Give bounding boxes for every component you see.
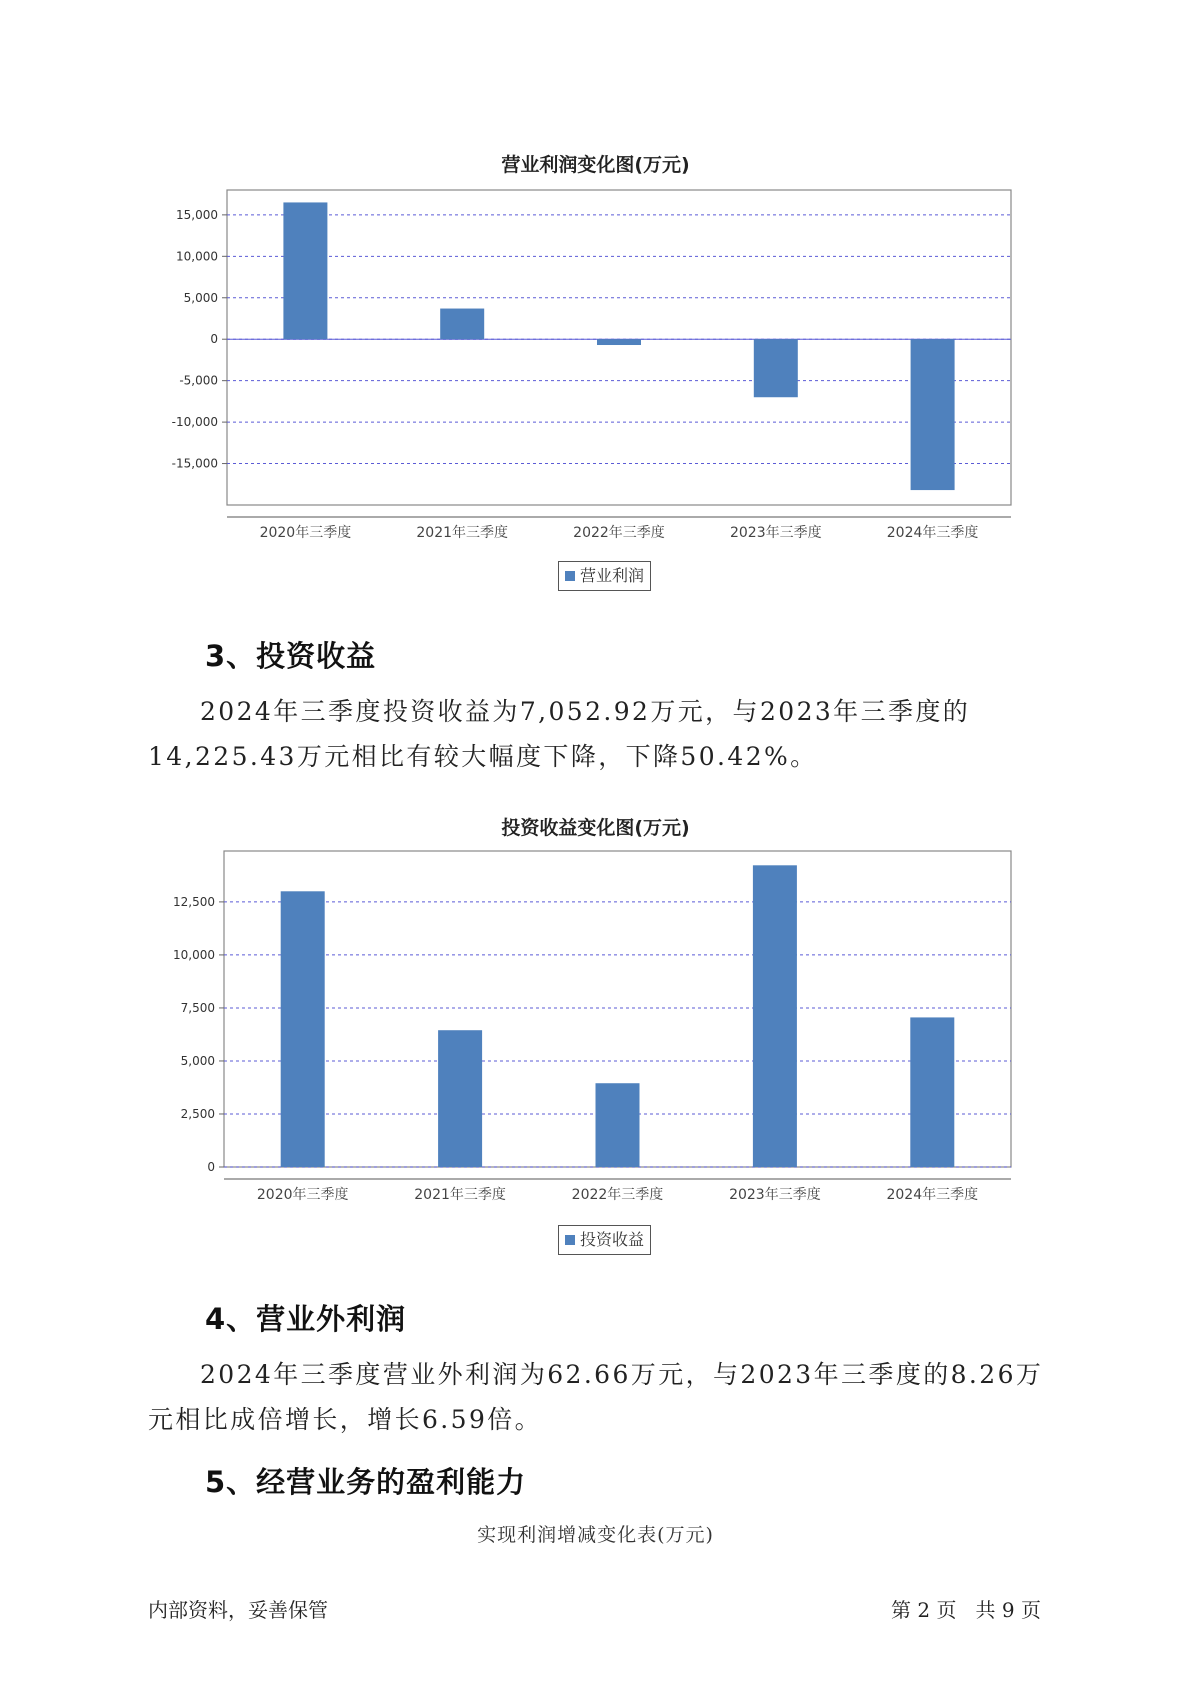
section4-heading: 4、营业外利润 [205,1302,407,1336]
y-tick-label: -5,000 [179,373,218,388]
x-category-label: 2023年三季度 [729,525,822,541]
bar [281,891,325,1167]
chart2-legend-label: 投资收益 [580,1230,645,1249]
y-tick-label: 2,500 [180,1106,215,1121]
bar [753,865,797,1167]
y-tick-label: 0 [210,332,218,347]
x-category-label: 2022年三季度 [573,525,665,541]
x-category-label: 2023年三季度 [729,1187,821,1203]
y-tick-label: 10,000 [176,249,218,264]
y-tick-label: -15,000 [171,456,218,471]
y-tick-label: 7,500 [180,1000,215,1015]
x-category-label: 2022年三季度 [571,1187,664,1203]
y-tick-label: 5,000 [183,290,218,305]
y-tick-label: 15,000 [176,207,218,222]
section5-heading: 5、经营业务的盈利能力 [205,1465,527,1499]
x-category-label: 2024年三季度 [886,1187,979,1203]
section4-paragraph [148,1352,1060,1442]
x-category-label: 2021年三季度 [416,525,509,541]
x-category-label: 2020年三季度 [256,1187,349,1203]
footer-page-number: 第 2 页 共 9 页 [891,1598,1041,1622]
x-category-label: 2024年三季度 [886,525,979,541]
footer-confidential-note: 内部资料，妥善保管 [148,1598,328,1622]
y-tick-label: 5,000 [180,1053,215,1068]
bar [596,1083,640,1167]
y-tick-label: 0 [207,1160,215,1174]
bar [910,1017,954,1167]
y-tick-label: 10,000 [173,947,215,962]
section3-heading: 3、投资收益 [205,639,377,673]
y-tick-label: -10,000 [171,415,218,430]
chart2-legend [558,1225,651,1255]
table-caption: 实现利润增减变化表(万元) [477,1524,714,1546]
x-category-label: 2021年三季度 [414,1187,506,1203]
chart1-legend-label: 营业利润 [580,566,645,585]
section3-paragraph-text: 2024年三季度投资收益为7,052.92万元，与2023年三季度的14,225.43万元相比有较大幅度下降，下降50.42%。 [148,697,971,771]
bar [438,1030,482,1167]
chart1-title: 营业利润变化图(万元) [501,154,690,176]
legend-swatch [565,1235,575,1245]
section4-paragraph-text: 2024年三季度营业外利润为62.66万元，与2023年三季度的8.26万元相比成倍增长，增长6.59倍。 [148,1360,1044,1434]
x-category-label: 2020年三季度 [259,525,352,541]
chart2-title: 投资收益变化图(万元) [501,817,690,839]
y-tick-label: 12,500 [173,894,215,909]
